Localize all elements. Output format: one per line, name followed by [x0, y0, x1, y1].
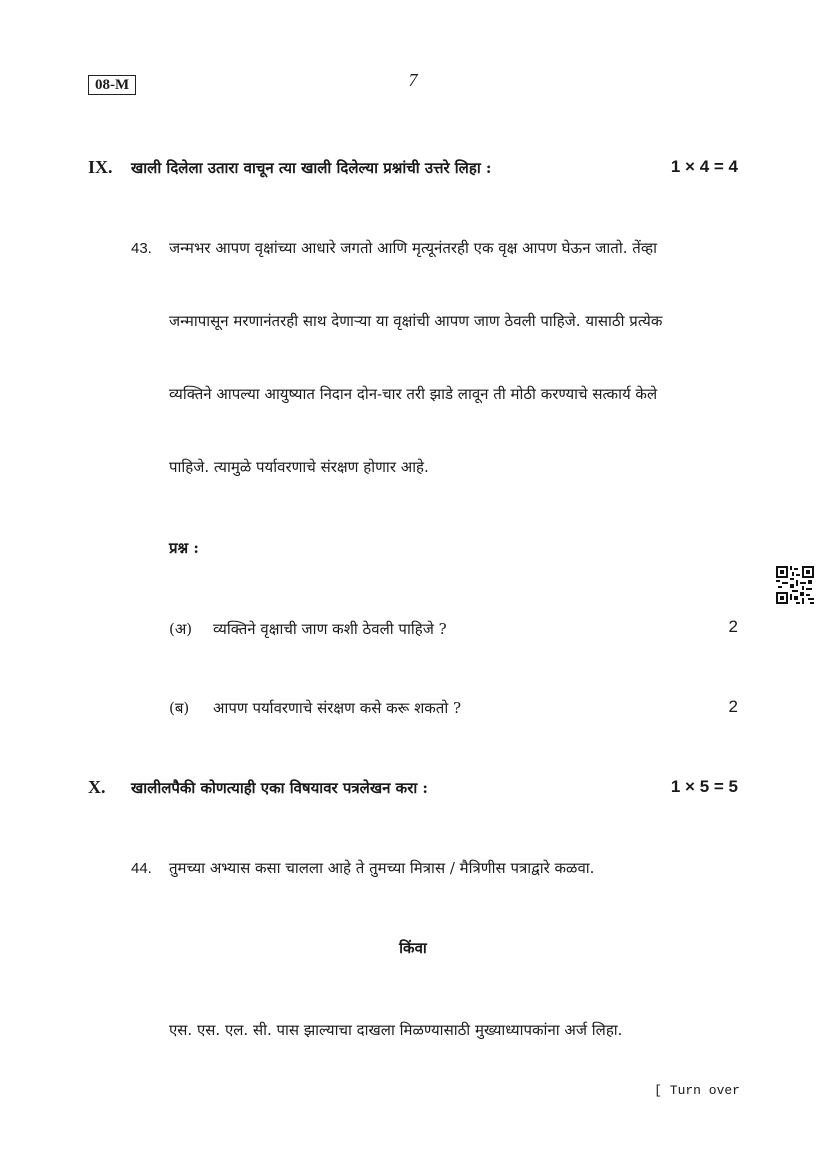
- passage-line-1: जन्मभर आपण वृक्षांच्या आधारे जगतो आणि मृत्यूनंतरही एक वृक्ष आपण घेऊन जातो. तेंव्हा: [169, 239, 658, 257]
- alternative-question-text: एस. एस. एल. सी. पास झाल्याचा दाखला मिळण्यासाठी मुख्याध्यापकांना अर्ज लिहा.: [169, 1021, 623, 1039]
- question-44-text: तुमच्या अभ्यास कसा चालला आहे ते तुमच्या मित्रास / मैत्रिणीस पत्राद्वारे कळवा.: [169, 859, 595, 877]
- sub-question-a-marks: 2: [728, 617, 738, 636]
- sub-question-b-text: आपण पर्यावरणाचे संरक्षण कसे करू शकतो ?: [213, 699, 462, 717]
- or-label: किंवा: [399, 939, 427, 957]
- section-x-number: X.: [88, 777, 106, 797]
- sub-question-b-label: (ब): [169, 699, 190, 717]
- section-x-marks: 1 × 5 = 5: [670, 777, 738, 796]
- section-x-title: खालीलपैकी कोणत्याही एका विषयावर पत्रलेखन करा :: [131, 779, 428, 797]
- question-44-number: 44.: [131, 860, 152, 877]
- sub-question-a-text: व्यक्तिने वृक्षाची जाण कशी ठेवली पाहिजे ?: [213, 620, 447, 638]
- question-43-number: 43.: [131, 240, 152, 257]
- section-ix-marks: 1 × 4 = 4: [670, 157, 738, 176]
- passage-line-3: व्यक्तिने आपल्या आयुष्यात निदान दोन-चार तरी झाडे लावून ती मोठी करण्याचे सत्कार्य केले: [169, 385, 658, 403]
- passage-line-2: जन्मापासून मरणानंतरही साथ देणाऱ्या या वृक्षांची आपण जाण ठेवली पाहिजे. यासाठी प्रत्येक: [169, 312, 663, 330]
- sub-question-b-marks: 2: [728, 697, 738, 716]
- turn-over-note: [ Turn over: [654, 1083, 740, 1098]
- section-ix-title: खाली दिलेला उतारा वाचून त्या खाली दिलेल्या प्रश्नांची उत्तरे लिहा :: [131, 159, 492, 177]
- page-number: 7: [408, 70, 418, 90]
- qr-code-icon: [776, 566, 814, 604]
- questions-label: प्रश्न :: [169, 539, 199, 557]
- section-ix-number: IX.: [88, 157, 113, 177]
- paper-code: 08-M: [88, 75, 136, 95]
- sub-question-a-label: (अ): [169, 620, 193, 638]
- passage-line-4: पाहिजे. त्यामुळे पर्यावरणाचे संरक्षण होणार आहे.: [169, 458, 429, 476]
